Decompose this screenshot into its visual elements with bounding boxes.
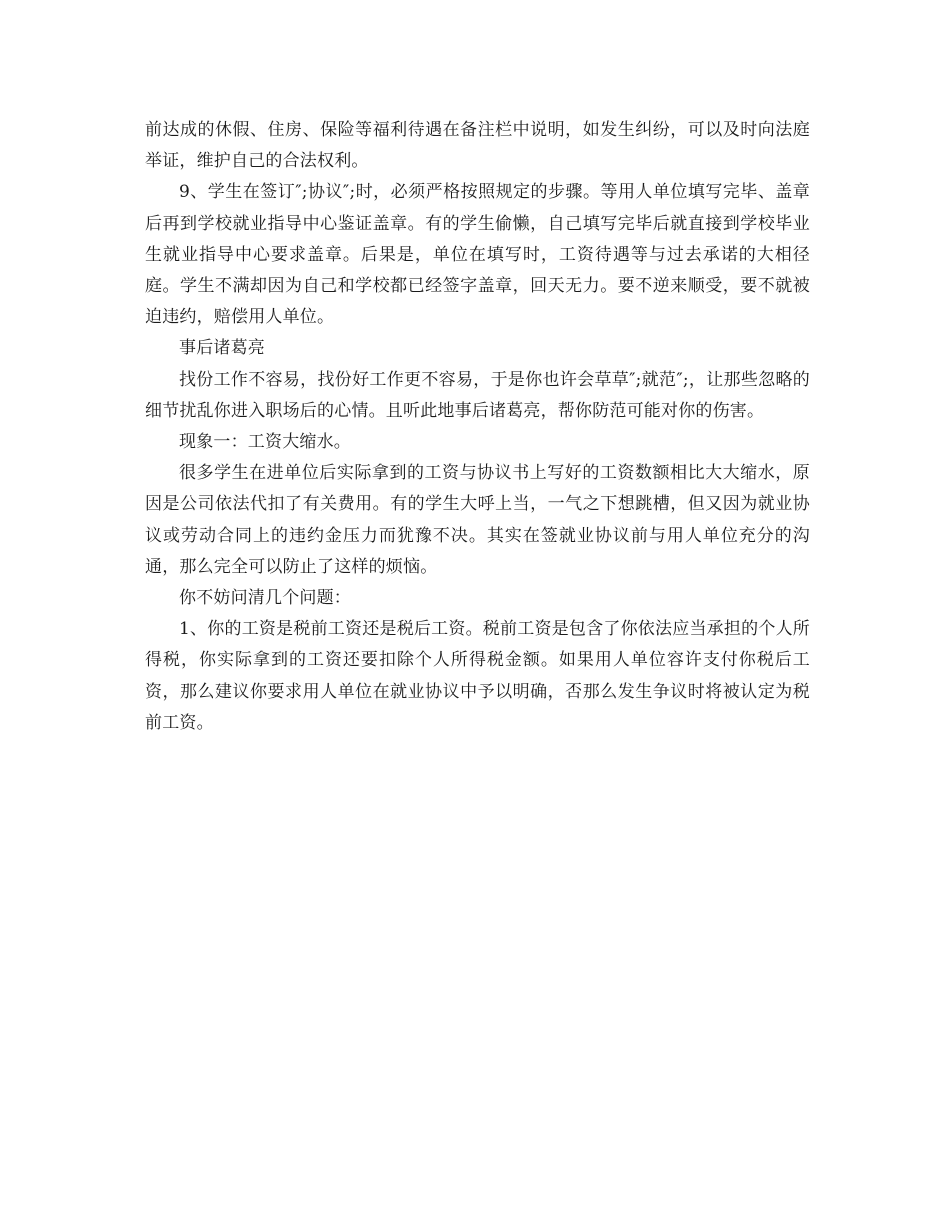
paragraph: 9、学生在签订″;协议″;时，必须严格按照规定的步骤。等用人单位填写完毕、盖章后再到学校就业指导中心鉴证盖章。有的学生偷懒，自己填写完毕后就直接到学校毕业生就业指导中心要求盖章。后果是，单位在填写时，工资待遇等与过去承诺的大相径庭。学生不满却因为自己和学校都已经签字盖章，回天无力。要不逆来顺受，要不就被迫违约，赔偿用人单位。: [145, 182, 810, 328]
paragraph: 1、你的工资是税前工资还是税后工资。税前工资是包含了你依法应当承担的个人所得税，你实际拿到的工资还要扣除个人所得税金额。如果用人单位容许支付你税后工资，那么建议你要求用人单位在就业协议中予以明确，否那么发生争议时将被认定为税前工资。: [145, 619, 810, 733]
paragraph: 你不妨问清几个问题：: [179, 588, 351, 609]
paragraph: 找份工作不容易，找份好工作更不容易，于是你也许会草草″;就范″;，让那些忽略的细节扰乱你进入职场后的心情。且听此地事后诸葛亮，帮你防范可能对你的伤害。: [145, 369, 810, 421]
document-body: [145, 115, 810, 739]
section-heading: 事后诸葛亮: [179, 338, 265, 359]
paragraph: 很多学生在进单位后实际拿到的工资与协议书上写好的工资数额相比大大缩水，原因是公司依法代扣了有关费用。有的学生大呼上当，一气之下想跳槽，但又因为就业协议或劳动合同上的违约金压力而犹豫不决。其实在签就业协议前与用人单位充分的沟通，那么完全可以防止了这样的烦恼。: [145, 463, 810, 577]
subsection-heading: 现象一：工资大缩水。: [179, 432, 351, 453]
paragraph: 前达成的休假、住房、保险等福利待遇在备注栏中说明，如发生纠纷，可以及时向法庭举证，维护自己的合法权利。: [145, 120, 810, 172]
